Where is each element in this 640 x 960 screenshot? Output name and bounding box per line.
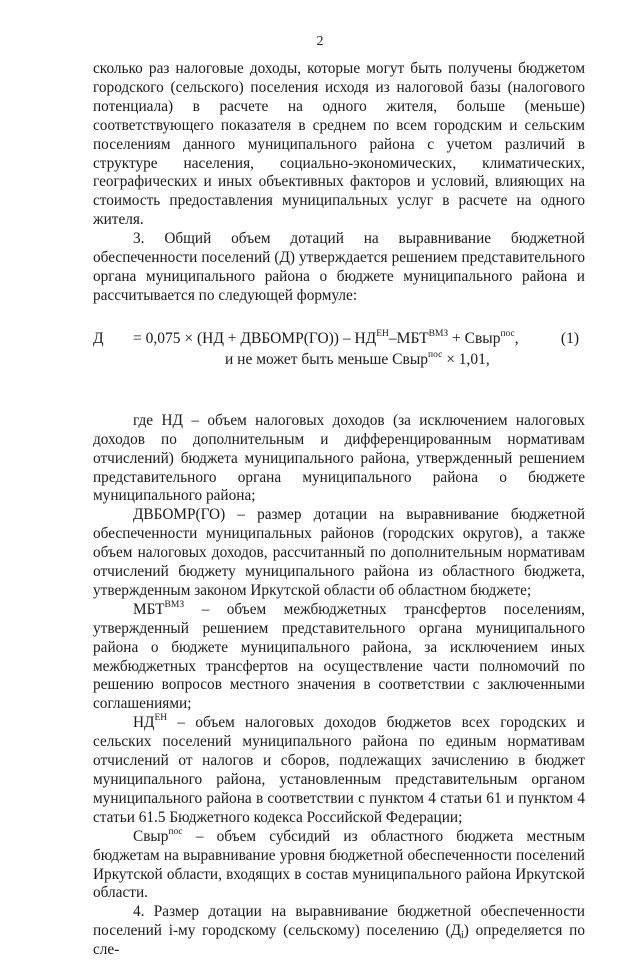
document-body (93, 60, 585, 960)
definition-mbt-sup: ВМЗ (164, 599, 185, 610)
definition-mbt-term: МБТ (133, 600, 165, 618)
formula-part-main: = 0,075 × (НД + ДВБОМР(ГО)) – НД (133, 329, 377, 347)
definition-svyr-sup: пос (168, 826, 183, 837)
paragraph-item-3: 3. Общий объем дотаций на выравнивание бюджетной обеспеченности поселений (Д) утверждается решением представительного органа муниципального района о бюджете муниципального района и рассчитывается по следующей формуле: (93, 230, 585, 304)
definition-nden-sup: ЕН (154, 713, 168, 724)
paragraph-item-4-post: ) определяется по сле- (93, 922, 585, 959)
formula-sup-pos: пос (500, 328, 515, 339)
paragraph-continuation: сколько раз налоговые доходы, которые могут быть получены бюджетом городского (сельского) поселения исходя из налоговой базы (налогового потенциала) в расчете на одного жителя, больше (меньше) соответствующего показателя в среднем по всем городским и сельским поселениям данного муниципального района с учетом различий в структуре населения, социально-экономических, климатических, географических и иных объективных факторов и условий, влияющих на стоимость предоставления муниципальных услуг в расчете на одного жителя. (93, 60, 585, 229)
definition-mbt-text: – объем межбюджетных трансфертов поселениям, утвержденный решением представительного органа муниципального района о бюджете муниципального района, за исключением иных межбюджетных трансфертов на осуществление части полномочий по решению вопросов местного значения в соответствии с заключенными соглашениями; (93, 600, 585, 713)
formula-condition (225, 349, 490, 370)
definition-dvbomr: ДВБОМР(ГО) – размер дотации на выравнивание бюджетной обеспеченности муниципальных районов (городских округов), а также объем налоговых доходов, рассчитанный по дополнительным нормативам отчислений бюджету муниципального района из областного бюджета, утвержденным законом Иркутской области об областном бюджете; (93, 506, 585, 599)
formula-cond-pre: и не может быть меньше Свыр (225, 350, 429, 368)
formula-sup-en: ЕН (376, 328, 389, 339)
formula-part-mbt: –МБТ (388, 329, 429, 347)
formula-expression (133, 328, 519, 349)
formula-cond-sup: пос (428, 349, 443, 360)
formula-part-end: , (514, 329, 519, 347)
definition-nd: где НД – объем налоговых доходов (за исключением налоговых доходов по дополнительным и дифференцированным нормативам отчислений) бюджета муниципального района, утвержденный решением представительного органа муниципального района о бюджете муниципального района; (93, 411, 585, 505)
paragraph-item-4-pre: 4. Размер дотации на выравнивание бюджетной обеспеченности поселений i-му городскому (сельскому) поселению (Д (93, 903, 585, 940)
formula-part-svyr: + Свыр (448, 329, 501, 347)
definition-svyr (93, 828, 585, 904)
paragraph-item-4 (93, 903, 585, 960)
definition-nden (93, 714, 585, 827)
definition-svyr-term: Свыр (133, 827, 169, 845)
paragraph-item-4-sub: i (461, 930, 464, 942)
formula-sup-vmz: ВМЗ (428, 328, 449, 339)
spacer (93, 372, 585, 412)
definition-mbt (93, 601, 585, 714)
page-number: 2 (316, 34, 324, 49)
formula-number: (1) (560, 329, 579, 347)
formula-1 (93, 328, 585, 372)
definition-svyr-text: – объем субсидий из областного бюджета местным бюджетам на выравнивание уровня бюджетной обеспеченности поселений Иркутской области, входящих в состав муниципального района Иркутской области. (93, 827, 585, 902)
formula-cond-post: × 1,01, (442, 350, 490, 368)
definition-nden-term: НД (133, 714, 155, 732)
definition-nden-text: – объем налоговых доходов бюджетов всех городских и сельских поселений муниципального района по единым нормативам отчислений от налогов и сборов, подлежащих зачислению в бюджет муниципального района, установленным представительным органом муниципального района в соответствии с пунктом 4 статьи 61 и пунктом 4 статьи 61.5 Бюджетного кодекса Российской Федерации; (93, 714, 585, 826)
formula-lhs: Д (93, 329, 104, 347)
